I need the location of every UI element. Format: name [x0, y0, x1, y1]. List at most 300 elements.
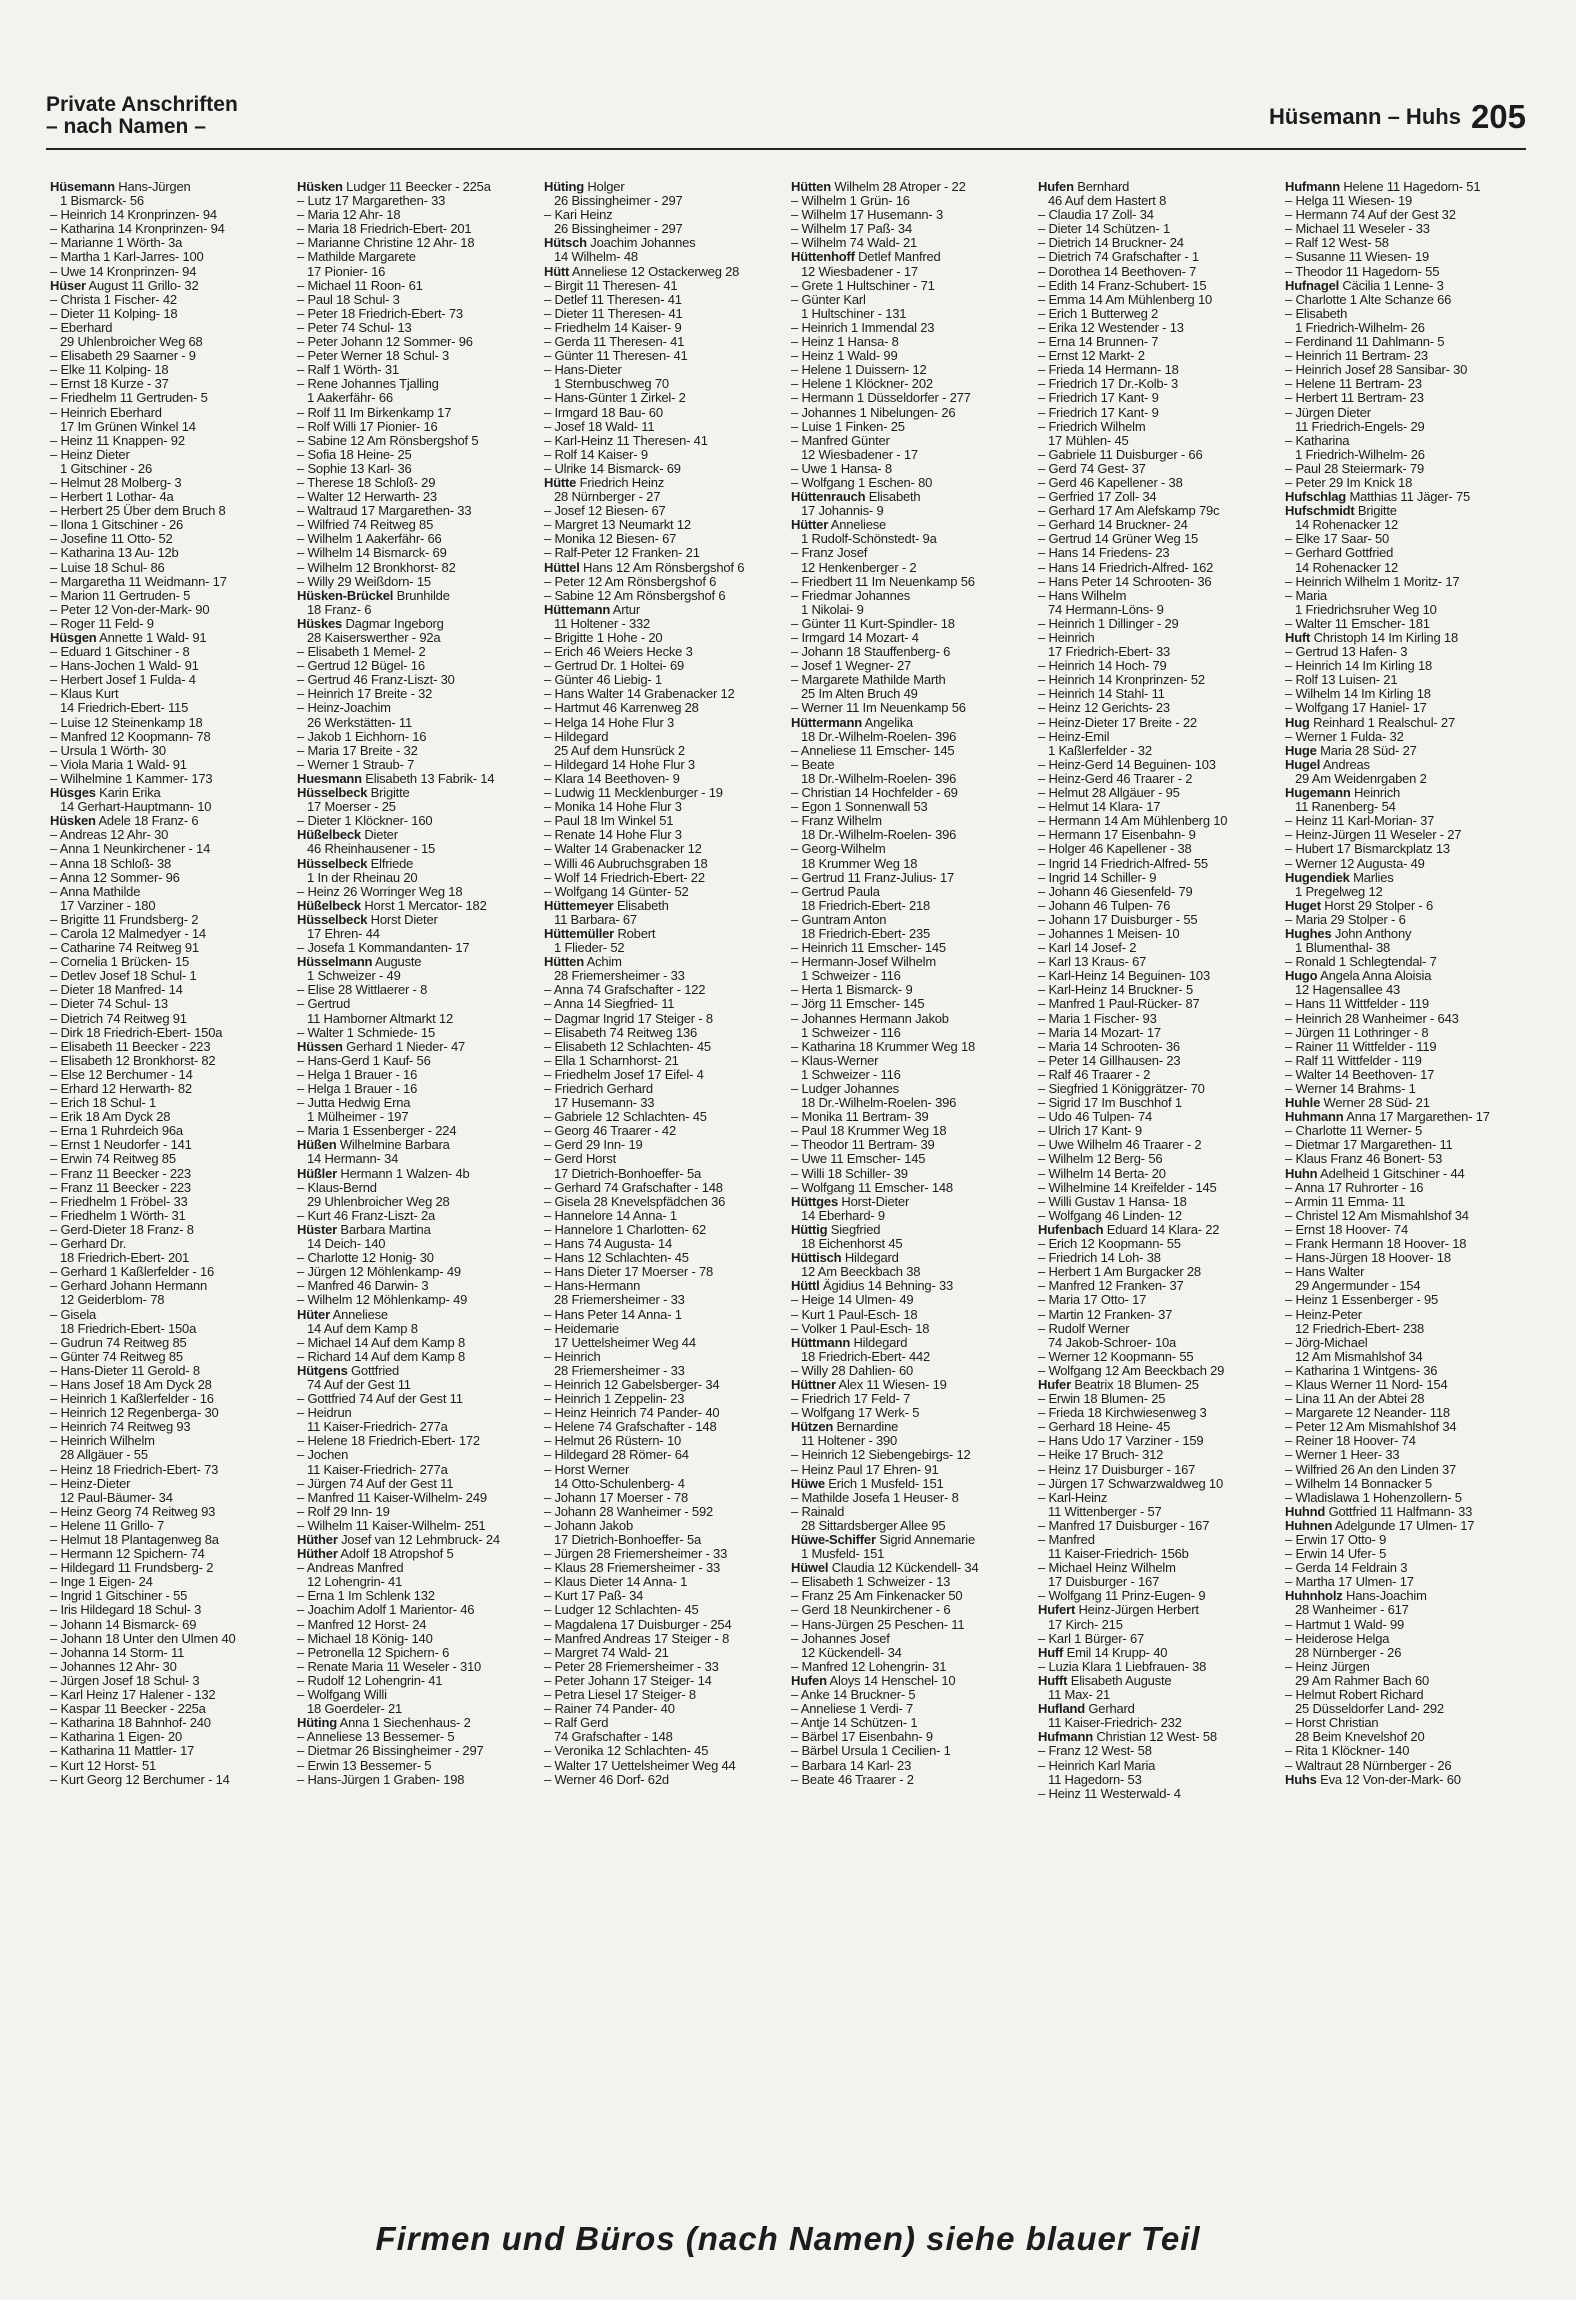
directory-entry [50, 1195, 291, 1209]
entry-text: – Heinrich Wilhelm [50, 1434, 155, 1449]
entry-text: – Manfred 12 Horst- 24 [297, 1617, 427, 1632]
directory-entry [50, 603, 291, 617]
directory-entry [297, 1759, 538, 1773]
entry-text: 46 Auf dem Hastert 8 [1048, 194, 1167, 209]
directory-entry [791, 1110, 1032, 1124]
directory-entry [544, 1026, 785, 1040]
entry-text: – Heinrich 1 Immendal 23 [791, 320, 935, 335]
directory-entry [544, 1730, 785, 1744]
entry-text: – Johann 46 Tulpen- 76 [1038, 898, 1171, 913]
directory-entry [791, 899, 1032, 913]
entry-text: – Willy 28 Dahlien- 60 [791, 1363, 914, 1378]
directory-entry [1285, 1463, 1526, 1477]
entry-text: – Charlotte 11 Werner- 5 [1285, 1124, 1423, 1139]
entry-text: 1 Hultschiner - 131 [801, 306, 907, 321]
entry-text: – Manfred 1 Paul-Rücker- 87 [1038, 997, 1200, 1012]
entry-text: – Erwin 13 Bessemer- 5 [297, 1758, 432, 1773]
directory-entry [544, 391, 785, 405]
entry-text: – Friedhelm 1 Fröbel- 33 [50, 1194, 188, 1209]
entry-text: Alex 11 Wiesen- 19 [835, 1377, 947, 1392]
directory-entry [50, 180, 291, 194]
directory-entry [1038, 236, 1279, 250]
entry-text: Josef van 12 Lehmbruck- 24 [337, 1533, 500, 1547]
directory-entry [1038, 1759, 1279, 1773]
directory-entry [1285, 1773, 1526, 1787]
entry-text: Angela Anna Aloisia [1317, 969, 1432, 984]
entry-text: – Renate 14 Hohe Flur 3 [544, 828, 682, 843]
directory-entry [791, 194, 1032, 208]
directory-entry [297, 1265, 538, 1279]
entry-text: Hans-Jürgen [114, 180, 191, 194]
entry-text: 14 Otto-Schulenberg- 4 [554, 1476, 685, 1491]
entry-text: – Klara 14 Beethoven- 9 [544, 771, 680, 786]
directory-entry [1038, 716, 1279, 730]
entry-text: – Therese 18 Schloß- 29 [297, 475, 436, 490]
entry-text: – Ralf-Peter 12 Franken- 21 [544, 546, 700, 561]
directory-entry [1285, 335, 1526, 349]
entry-text: Annette 1 Wald- 91 [96, 631, 207, 645]
directory-entry [1285, 1533, 1526, 1547]
directory-entry [791, 504, 1032, 518]
directory-entry [50, 208, 291, 222]
entry-text: – Maria 17 Otto- 17 [1038, 1293, 1147, 1308]
surname: Huhmann [1285, 1110, 1344, 1125]
entry-text: 12 Kückendell- 34 [801, 1645, 902, 1660]
entry-text: – Beate [791, 757, 835, 772]
entry-text: – Wolfgang 11 Prinz-Eugen- 9 [1038, 1589, 1206, 1604]
directory-entry [297, 1646, 538, 1660]
entry-text: – Heinrich 12 Regenberga- 30 [50, 1406, 219, 1421]
entry-text: – Dieter 11 Kolping- 18 [50, 306, 178, 321]
entry-text: – Edith 14 Franz-Schubert- 15 [1038, 278, 1207, 293]
entry-text: – Elke 11 Kolping- 18 [50, 363, 169, 378]
entry-text: 1 Pregelweg 12 [1295, 884, 1383, 899]
directory-entry [50, 631, 291, 645]
directory-entry [544, 1378, 785, 1392]
entry-text: – Klaus-Werner [791, 1053, 879, 1068]
directory-entry [544, 1646, 785, 1660]
entry-text: – Franz 25 Am Finkenacker 50 [791, 1589, 963, 1604]
entry-text: – Veronika 12 Schlachten- 45 [544, 1744, 709, 1759]
entry-text: – Heinz 11 Karl-Morian- 37 [1285, 814, 1435, 829]
directory-entry [297, 1477, 538, 1491]
entry-text: – Werner 14 Brahms- 1 [1285, 1082, 1416, 1096]
directory-entry [1285, 701, 1526, 715]
directory-entry [1038, 1533, 1279, 1547]
directory-entry [1038, 363, 1279, 377]
surname: Hüsselbeck [297, 856, 368, 871]
directory-entry [50, 744, 291, 758]
entry-text: – Frieda 18 Kirchwiesenweg 3 [1038, 1406, 1207, 1421]
entry-text: – Gottfried 74 Auf der Gest 11 [297, 1392, 463, 1407]
directory-entry [544, 983, 785, 997]
entry-text: – Heinrich [1038, 631, 1095, 645]
entry-text: – Manfred 12 Franken- 37 [1038, 1279, 1184, 1294]
directory-entry [544, 1716, 785, 1730]
directory-entry [791, 1265, 1032, 1279]
entry-text: 14 Rohenacker 12 [1295, 518, 1399, 533]
entry-text: – Rolf 13 Luisen- 21 [1285, 673, 1398, 688]
entry-text: – Uwe 14 Kronprinzen- 94 [50, 264, 197, 279]
directory-entry [1285, 265, 1526, 279]
entry-text: 11 Wittenberger - 57 [1048, 1504, 1162, 1519]
entry-text: – Wilhelm 12 Berg- 56 [1038, 1152, 1163, 1167]
entry-text: Detlef Manfred [854, 250, 941, 265]
directory-entry [1038, 1138, 1279, 1152]
entry-text: 25 Düsseldorfer Land- 292 [1295, 1702, 1444, 1717]
surname: Huge [1285, 743, 1317, 758]
directory-entry [50, 222, 291, 236]
entry-text: – Karl 1 Bürger- 67 [1038, 1631, 1145, 1646]
entry-text: – Petra Liesel 17 Steiger- 8 [544, 1688, 696, 1703]
directory-entry [791, 532, 1032, 546]
entry-text: 18 Franz- 6 [307, 602, 372, 617]
directory-entry [544, 1364, 785, 1378]
directory-entry [50, 716, 291, 730]
directory-entry [297, 518, 538, 532]
entry-text: Dieter [360, 828, 398, 843]
entry-text: – Jochen [297, 1448, 349, 1463]
directory-entry [297, 1195, 538, 1209]
entry-text: – Hans 11 Wittfelder - 119 [1285, 997, 1429, 1012]
directory-entry [1285, 673, 1526, 687]
directory-entry [1285, 1251, 1526, 1265]
entry-text: 46 Rheinhausener - 15 [307, 842, 436, 857]
surname: Hüßler [297, 1166, 337, 1181]
entry-text: – Manfred 46 Darwin- 3 [297, 1279, 429, 1294]
directory-entry [297, 1364, 538, 1378]
entry-text: – Dieter 11 Theresen- 41 [544, 306, 683, 321]
entry-text: – Hermann 14 Am Mühlenberg 10 [1038, 814, 1228, 829]
directory-entry [1285, 1716, 1526, 1730]
directory-entry [1285, 1308, 1526, 1322]
directory-entry [1285, 1632, 1526, 1646]
directory-entry [50, 885, 291, 899]
entry-text: 28 Friemersheimer - 33 [554, 1363, 685, 1378]
entry-text: – Heinrich 11 Emscher- 145 [791, 941, 946, 956]
directory-entry [297, 222, 538, 236]
directory-entry [50, 871, 291, 885]
entry-text: – Gerd 18 Neunkirchener - 6 [791, 1603, 951, 1618]
entry-text: – Peter 29 Im Knick 18 [1285, 475, 1413, 490]
directory-entry [297, 180, 538, 194]
entry-text: – Josef 12 Biesen- 67 [544, 504, 666, 519]
directory-entry [1038, 1195, 1279, 1209]
directory-entry [791, 363, 1032, 377]
directory-entry [50, 1646, 291, 1660]
directory-entry [50, 532, 291, 546]
directory-entry [791, 1759, 1032, 1773]
surname: Hüßen [297, 1138, 337, 1153]
entry-text: 12 Geiderblom- 78 [60, 1293, 165, 1308]
entry-text: – Ralf 1 Wörth- 31 [297, 363, 399, 378]
entry-text: 11 Kaiser-Friedrich- 232 [1048, 1716, 1182, 1731]
entry-text: – Gerda 14 Feldrain 3 [1285, 1561, 1408, 1576]
directory-entry [791, 335, 1032, 349]
entry-text: Elfriede [367, 856, 414, 871]
directory-entry [544, 561, 785, 575]
entry-text: – Ronald 1 Schlegtendal- 7 [1285, 955, 1437, 970]
surname: Hüßelbeck [297, 828, 361, 843]
directory-entry [544, 377, 785, 391]
directory-entry [1285, 293, 1526, 307]
entry-text: – Wilhelm 17 Paß- 34 [791, 222, 912, 237]
directory-entry [544, 1547, 785, 1561]
entry-text: – Johann 46 Giesenfeld- 79 [1038, 884, 1193, 899]
entry-text: 18 Dr.-Wilhelm-Roelen- 396 [801, 729, 957, 744]
directory-entry [297, 786, 538, 800]
entry-text: – Ernst 1 Neudorfer - 141 [50, 1138, 192, 1153]
entry-text: 11 Hamborner Altmarkt 12 [307, 1011, 453, 1026]
entry-text: – Anna 12 Sommer- 96 [50, 870, 180, 885]
directory-entry [791, 1054, 1032, 1068]
directory-entry [791, 772, 1032, 786]
entry-text: – Ingrid 14 Friedrich-Alfred- 55 [1038, 856, 1208, 871]
entry-text: – Elisabeth 12 Schlachten- 45 [544, 1039, 711, 1054]
entry-text: 1 Friedrichsruher Weg 10 [1295, 602, 1437, 617]
directory-entry [791, 1744, 1032, 1758]
entry-text: 12 Am Mismahlshof 34 [1295, 1349, 1423, 1364]
entry-text: – Wilhelm 74 Wald- 21 [791, 236, 918, 251]
directory-entry [544, 1237, 785, 1251]
directory-entry [791, 1477, 1032, 1491]
entry-text: – Wolfgang 46 Linden- 12 [1038, 1208, 1182, 1223]
entry-text: Ägidius 14 Behning- 33 [819, 1279, 954, 1294]
entry-text: – Johann 28 Wanheimer - 592 [544, 1504, 714, 1519]
directory-entry [297, 1491, 538, 1505]
directory-entry [791, 1646, 1032, 1660]
entry-text: – Wilhelm 14 Berta- 20 [1038, 1166, 1166, 1181]
entry-text: – Helga 11 Wiesen- 19 [1285, 194, 1413, 209]
directory-entry [1285, 645, 1526, 659]
directory-entry [50, 391, 291, 405]
directory-entry [297, 1674, 538, 1688]
directory-entry [544, 1223, 785, 1237]
directory-entry [544, 716, 785, 730]
directory-entry [544, 1040, 785, 1054]
directory-entry [297, 208, 538, 222]
entry-text: – Peter 18 Friedrich-Ebert- 73 [297, 306, 463, 321]
entry-text: – Heinz-Joachim [297, 701, 391, 716]
entry-text: – Willy 29 Weißdorn- 15 [297, 574, 431, 589]
directory-entry [1285, 1688, 1526, 1702]
directory-entry [1038, 603, 1279, 617]
entry-text: Werner 28 Süd- 21 [1320, 1096, 1430, 1111]
directory-entry [1038, 222, 1279, 236]
entry-text: 28 Friemersheimer - 33 [554, 1293, 685, 1308]
entry-text: 14 Auf dem Kamp 8 [307, 1321, 418, 1336]
entry-text: 28 Nürnberger - 26 [1295, 1645, 1402, 1660]
entry-text: 1 Gitschiner - 26 [60, 461, 152, 476]
directory-entry [50, 1251, 291, 1265]
entry-text: – Heinrich 1 Zeppelin- 23 [544, 1392, 685, 1407]
entry-text: – Helene 1 Duissern- 12 [791, 363, 927, 378]
entry-text: 12 Henkenberger - 2 [801, 560, 917, 575]
entry-text: – Wilhelmine 1 Kammer- 173 [50, 771, 213, 786]
directory-entry [1285, 1265, 1526, 1279]
directory-entry [297, 1533, 538, 1547]
directory-entry [791, 828, 1032, 842]
entry-text: 1 Aakerfähr- 66 [307, 391, 393, 406]
entry-text: – Josef 18 Wald- 11 [544, 419, 655, 434]
directory-entry [1285, 546, 1526, 560]
entry-text: – Rolf 29 Inn- 19 [297, 1504, 390, 1519]
entry-text: – Friedrich Wilhelm [1038, 419, 1146, 434]
directory-entry [791, 391, 1032, 405]
directory-entry [1038, 701, 1279, 715]
directory-entry [791, 1773, 1032, 1787]
entry-text: – Maria 18 Friedrich-Ebert- 201 [297, 222, 472, 237]
entry-text: – Wolf 14 Friedrich-Ebert- 22 [544, 870, 705, 885]
entry-text: – Heinz 1 Hansa- 8 [791, 335, 899, 350]
entry-text: – Erhard 12 Herwarth- 82 [50, 1082, 192, 1096]
entry-text: Hans-Joachim [1342, 1589, 1427, 1604]
directory-entry [50, 1618, 291, 1632]
entry-text: – Hans 12 Schlachten- 45 [544, 1251, 689, 1266]
directory-entry [544, 758, 785, 772]
entry-text: 26 Werkstätten- 11 [307, 715, 413, 730]
entry-text: 17 Husemann- 33 [554, 1096, 655, 1111]
entry-text: – Hans Josef 18 Am Dyck 28 [50, 1377, 212, 1392]
directory-entry [544, 1293, 785, 1307]
entry-text: – Irmgard 14 Mozart- 4 [791, 631, 919, 645]
entry-text: – Maria 14 Mozart- 17 [1038, 1025, 1161, 1040]
directory-entry [1038, 1181, 1279, 1195]
directory-entry [544, 194, 785, 208]
entry-text: – Michael 11 Roon- 61 [297, 278, 423, 293]
entry-text: – Friedrich 17 Kant- 9 [1038, 391, 1159, 406]
entry-text: Hildegard [850, 1335, 908, 1350]
directory-entry [791, 913, 1032, 927]
entry-text: – Wladislawa 1 Hohenzollern- 5 [1285, 1490, 1462, 1505]
directory-entry [50, 1068, 291, 1082]
entry-text: Anneliese [828, 518, 887, 533]
surname: Hüttemeyer [544, 898, 614, 913]
directory-entry [791, 1082, 1032, 1096]
directory-entry [544, 730, 785, 744]
entry-text: – Dagmar Ingrid 17 Steiger - 8 [544, 1011, 713, 1026]
surname: Hugendiek [1285, 870, 1350, 885]
entry-text: Hildegard [841, 1251, 899, 1266]
directory-entry [297, 701, 538, 715]
surname: Hüttel [544, 560, 580, 575]
entry-text: 18 Dr.-Wilhelm-Roelen- 396 [801, 828, 957, 843]
entry-text: – Hans 74 Augusta- 14 [544, 1237, 673, 1252]
entry-text: – Rainald [791, 1504, 845, 1519]
name-range-text: Hüsemann – Huhs [1269, 104, 1461, 129]
directory-entry [297, 1505, 538, 1519]
directory-entry [1285, 504, 1526, 518]
directory-entry [1285, 1660, 1526, 1674]
entry-text: – Heidemarie [544, 1321, 619, 1336]
entry-text: – Hubert 17 Bismarckplatz 13 [1285, 842, 1450, 857]
directory-entry [1038, 575, 1279, 589]
entry-text: 1 Blumenthal- 38 [1295, 941, 1391, 956]
directory-entry [1038, 1152, 1279, 1166]
entry-text: – Gerd Horst [544, 1152, 617, 1167]
entry-text: – Beate 46 Traarer - 2 [791, 1772, 914, 1787]
directory-entry [791, 1251, 1032, 1265]
directory-entry [544, 279, 785, 293]
entry-text: – Hans Peter 14 Schrooten- 36 [1038, 574, 1212, 589]
directory-entry [1285, 1434, 1526, 1448]
directory-entry [50, 279, 291, 293]
entry-text: 28 Sittardsberger Allee 95 [801, 1518, 946, 1533]
directory-entry [1285, 1336, 1526, 1350]
entry-text: – Helga 1 Brauer - 16 [297, 1082, 418, 1096]
directory-entry [50, 1505, 291, 1519]
entry-text: – Dieter 18 Manfred- 14 [50, 983, 183, 998]
entry-text: – Karl 13 Kraus- 67 [1038, 955, 1147, 970]
directory-entry [544, 1012, 785, 1026]
entry-text: – Luise 18 Schul- 86 [50, 560, 165, 575]
directory-entry [791, 279, 1032, 293]
entry-text: – Werner 46 Dorf- 62d [544, 1772, 669, 1787]
directory-entry [297, 871, 538, 885]
directory-entry [297, 1251, 538, 1265]
entry-text: 17 Mühlen- 45 [1048, 433, 1129, 448]
entry-text: Karin Erika [95, 786, 161, 801]
directory-entry [544, 927, 785, 941]
directory-entry [544, 631, 785, 645]
entry-text: – Udo 46 Tulpen- 74 [1038, 1110, 1153, 1125]
entry-text: Andreas [1320, 757, 1370, 772]
directory-entry [297, 645, 538, 659]
entry-text: – Dorothea 14 Beethoven- 7 [1038, 264, 1197, 279]
entry-text: – Hannelore 1 Charlotten- 62 [544, 1222, 707, 1237]
directory-entry [297, 1702, 538, 1716]
entry-text: 17 Johannis- 9 [801, 504, 884, 519]
entry-text: – Heige 14 Ulmen- 49 [791, 1293, 914, 1308]
entry-text: Bernhard [1073, 180, 1130, 194]
entry-text: – Peter 14 Gillhausen- 23 [1038, 1053, 1181, 1068]
entry-text: – Josefa 1 Kommandanten- 17 [297, 941, 470, 956]
section-title-line1: Private Anschriften [46, 93, 238, 116]
directory-entry [297, 321, 538, 335]
directory-entry [50, 1730, 291, 1744]
directory-entry [544, 363, 785, 377]
directory-entry [50, 1279, 291, 1293]
entry-text: 17 Duisburger - 167 [1048, 1575, 1160, 1590]
entry-text: – Maria [1285, 588, 1327, 603]
entry-text: – Luzia Klara 1 Liebfrauen- 38 [1038, 1659, 1207, 1674]
directory-entry [1038, 1110, 1279, 1124]
entry-text: – Hartmut 46 Karrenweg 28 [544, 701, 699, 716]
entry-text: – Luise 12 Steinenkamp 18 [50, 715, 203, 730]
entry-text: – Hans-Günter 1 Zirkel- 2 [544, 391, 686, 406]
entry-text: – Peter 12 Von-der-Mark- 90 [50, 602, 210, 617]
directory-entry [1038, 462, 1279, 476]
directory-entry [50, 349, 291, 363]
entry-text: – Heinz 17 Duisburger - 167 [1038, 1462, 1196, 1477]
directory-entry [297, 983, 538, 997]
entry-text: – Siegfried 1 Königgrätzer- 70 [1038, 1082, 1205, 1096]
directory-entry [1038, 786, 1279, 800]
directory-entry [791, 1688, 1032, 1702]
surname: Hüwel [791, 1561, 829, 1576]
directory-entry [544, 1209, 785, 1223]
entry-text: – Friedhelm 14 Kaiser- 9 [544, 320, 682, 335]
surname: Huhnholz [1285, 1589, 1343, 1604]
surname: Hüsken-Brückel [297, 588, 394, 603]
entry-text: Horst 1 Mercator- 182 [360, 898, 487, 913]
entry-text: – Heinz-Emil [1038, 729, 1110, 744]
entry-text: 18 Friedrich-Ebert- 201 [60, 1251, 190, 1266]
directory-entry [297, 1308, 538, 1322]
entry-text: – Wolfgang 11 Emscher- 148 [791, 1180, 953, 1195]
entry-text: 12 Lohengrin- 41 [307, 1575, 403, 1590]
entry-text: – Ernst 18 Hoover- 74 [1285, 1222, 1408, 1237]
